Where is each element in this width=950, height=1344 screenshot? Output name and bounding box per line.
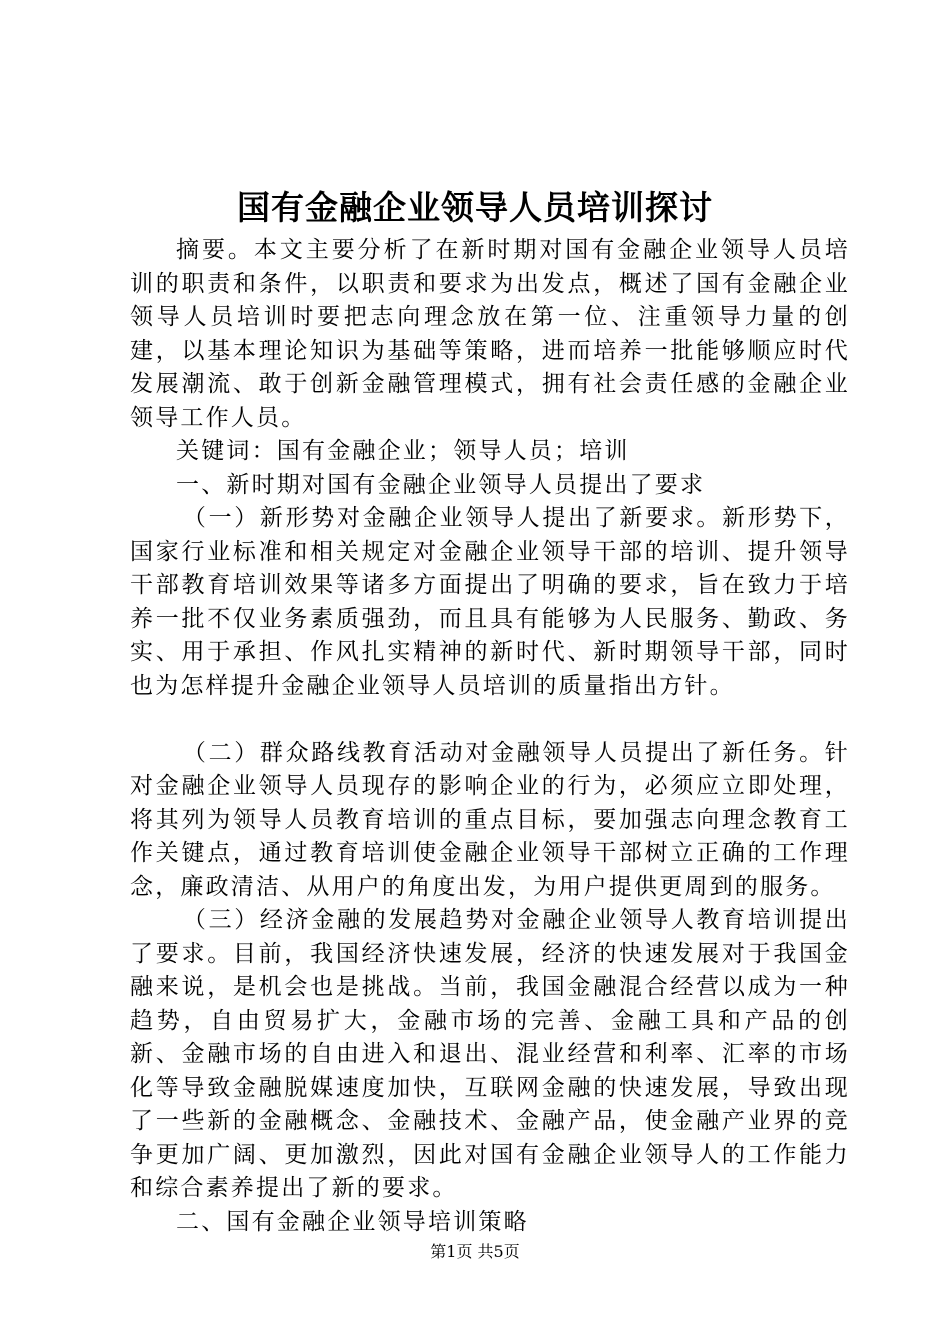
- document-title: 国有金融企业领导人员培训探讨: [237, 188, 713, 227]
- section-heading-1: 一、新时期对国有金融企业领导人员提出了要求: [176, 471, 706, 498]
- paragraph-3: （三）经济金融的发展趋势对金融企业领导人教育培训提出了要求。目前，我国经济快速发展，经济的快速发展对于我国金融来说，是机会也是挑战。当前，我国金融混合经营以成为一种趋势，自由贸易扩大，金融市场的完善、金融工具和产品的创新、金融市场的自由进入和退出、混业经营和利率、汇率的市场化等导致金融脱媒速度加快，互联网金融的快速发展，导致出现了一些新的金融概念、金融技术、金融产品，使金融产业界的竞争更加广阔、更加激烈，因此对国有金融企业领导人的工作能力和综合素养提出了新的要求。: [130, 907, 850, 1201]
- paragraph-2: （二）群众路线教育活动对金融领导人员提出了新任务。针对金融企业领导人员现存的影响企业的行为，必须应立即处理，将其列为领导人员教育培训的重点目标，要加强志向理念教育工作关键点，通过教育培训使金融企业领导干部树立正确的工作理念，廉政清洁、从用户的角度出发，为用户提供更周到的服务。: [130, 739, 850, 900]
- document-body: [130, 234, 850, 1239]
- paragraph-spacer: [130, 703, 850, 737]
- abstract-paragraph: 摘要。本文主要分析了在新时期对国有金融企业领导人员培训的职责和条件，以职责和要求为出发点，概述了国有金融企业领导人员培训时要把志向理念放在第一位、注重领导力量的创建，以基本理论知识为基础等策略，进而培养一批能够顺应时代发展潮流、敢于创新金融管理模式，拥有社会责任感的金融企业领导工作人员。: [130, 237, 850, 431]
- page-number-footer: 第1页 共5页: [430, 1242, 520, 1261]
- keywords-line: 关键词：国有金融企业；领导人员；培训: [176, 438, 630, 464]
- section-heading-2: 二、国有金融企业领导培训策略: [176, 1208, 529, 1235]
- paragraph-1: （一）新形势对金融企业领导人提出了新要求。新形势下，国家行业标准和相关规定对金融企业领导干部的培训、提升领导干部教育培训效果等诸多方面提出了明确的要求，旨在致力于培养一批不仅业务素质强劲，而且具有能够为人民服务、勤政、务实、用于承担、作风扎实精神的新时代、新时期领导干部，同时也为怎样提升金融企业领导人员培训的质量指出方针。: [130, 505, 850, 699]
